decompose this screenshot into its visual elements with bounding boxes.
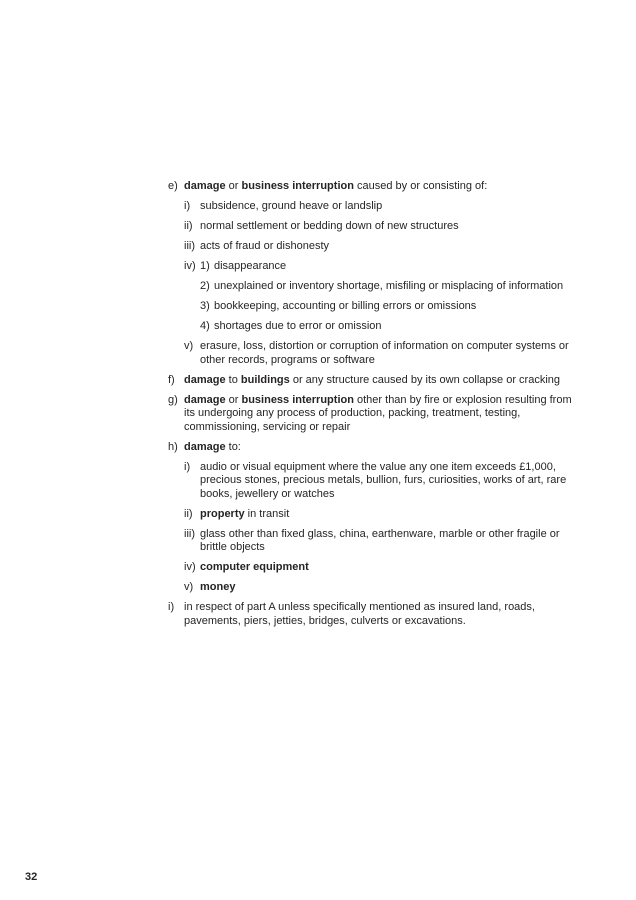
text-segment: shortages due to error or omission	[214, 320, 382, 332]
list-marker: h)	[168, 440, 178, 453]
text-segment: damage	[184, 393, 226, 406]
page-number: 32	[25, 871, 38, 883]
text-segment: to	[225, 373, 241, 386]
list-marker: 1)	[200, 260, 210, 272]
text-segment: in respect of part A unless specifically mentioned as insured land, roads, pavements, piers, jetties, bridges, culverts or excavations.	[184, 601, 535, 627]
list-item-text	[200, 508, 572, 522]
list-marker: 2)	[200, 280, 210, 292]
text-segment: or any structure caused by its own collapse or cracking	[289, 373, 561, 386]
text-segment: erasure, loss, distortion or corruption of information on computer systems or other records, programs or software	[200, 340, 569, 366]
list-marker: i)	[184, 200, 191, 212]
text-segment: damage	[184, 440, 226, 453]
list-item	[168, 394, 572, 435]
list-item-text	[200, 461, 572, 502]
list-item-text	[200, 220, 572, 234]
list-marker: g)	[168, 393, 178, 406]
text-segment: in transit	[244, 507, 290, 520]
text-segment: property	[200, 507, 245, 520]
list-item	[184, 508, 572, 522]
list-item-text	[200, 581, 572, 595]
list-item	[200, 280, 572, 294]
list-marker: e)	[168, 180, 178, 192]
list-item	[184, 581, 572, 595]
text-segment: to:	[225, 440, 241, 453]
list-item-text	[214, 320, 572, 334]
text-segment: damage	[184, 180, 226, 192]
text-segment: business interruption	[241, 393, 354, 406]
text-segment: money	[200, 581, 236, 593]
list-marker: iv)	[184, 260, 196, 272]
text-segment: unexplained or inventory shortage, misfiling or misplacing of information	[214, 280, 564, 292]
list-item	[200, 300, 572, 314]
text-segment: or	[225, 393, 242, 406]
list-item-text	[200, 240, 572, 254]
text-segment: subsidence, ground heave or landslip	[200, 200, 383, 212]
list-item-text	[214, 280, 572, 294]
text-segment: buildings	[240, 373, 290, 386]
list-marker: v)	[184, 581, 194, 593]
list-item	[184, 340, 572, 367]
list-item-text	[184, 601, 572, 628]
list-item-text	[184, 374, 572, 388]
list-item-text	[200, 260, 572, 274]
text-segment: caused by or consisting of:	[353, 180, 488, 192]
list-marker: ii)	[184, 507, 193, 520]
exclusions-list	[168, 180, 572, 635]
list-marker: v)	[184, 340, 194, 352]
list-marker: i)	[184, 460, 191, 473]
list-item	[184, 220, 572, 234]
list-item-text	[200, 200, 572, 214]
list-item	[184, 240, 572, 254]
list-marker: i)	[168, 601, 175, 613]
list-item-text	[184, 394, 572, 435]
text-segment: or	[225, 180, 242, 192]
text-segment: bookkeeping, accounting or billing errors or omissions	[214, 300, 477, 312]
list-item	[200, 320, 572, 334]
list-item	[184, 200, 572, 214]
list-item-text	[214, 300, 572, 314]
list-item-text	[184, 180, 572, 194]
list-item	[168, 601, 572, 628]
list-item-text	[200, 528, 572, 555]
list-item-text	[200, 340, 572, 367]
text-segment: audio or visual equipment where the value any one item exceeds £1,000, precious stones, precious metals, bullion, furs, curiosities, works of art, rare books, jewellery or watches	[200, 460, 567, 500]
text-segment: glass other than fixed glass, china, earthenware, marble or other fragile or brittle objects	[200, 527, 560, 553]
text-segment: business interruption	[241, 180, 354, 192]
text-segment: other than by fire or explosion resulting from its undergoing any process of production, packing, treatment, testing, commissioning, servicing or repair	[184, 393, 572, 433]
list-marker: 4)	[200, 320, 210, 332]
text-segment: computer equipment	[200, 561, 309, 573]
list-item	[184, 528, 572, 555]
list-marker: iii)	[184, 527, 195, 540]
list-marker: iii)	[184, 240, 195, 252]
list-item	[168, 180, 572, 194]
text-segment: normal settlement or bedding down of new structures	[200, 220, 459, 232]
list-marker: iv)	[184, 561, 196, 573]
text-segment: disappearance	[214, 260, 287, 272]
list-item-text	[184, 441, 572, 455]
list-marker: f)	[168, 373, 175, 386]
list-item	[184, 461, 572, 502]
text-segment: acts of fraud or dishonesty	[200, 240, 330, 252]
list-item	[168, 441, 572, 455]
list-marker: ii)	[184, 220, 193, 232]
list-item	[168, 374, 572, 388]
list-item	[184, 260, 572, 274]
text-segment: damage	[184, 373, 226, 386]
list-item	[184, 561, 572, 575]
list-marker: 3)	[200, 300, 210, 312]
list-item-text	[200, 561, 572, 575]
